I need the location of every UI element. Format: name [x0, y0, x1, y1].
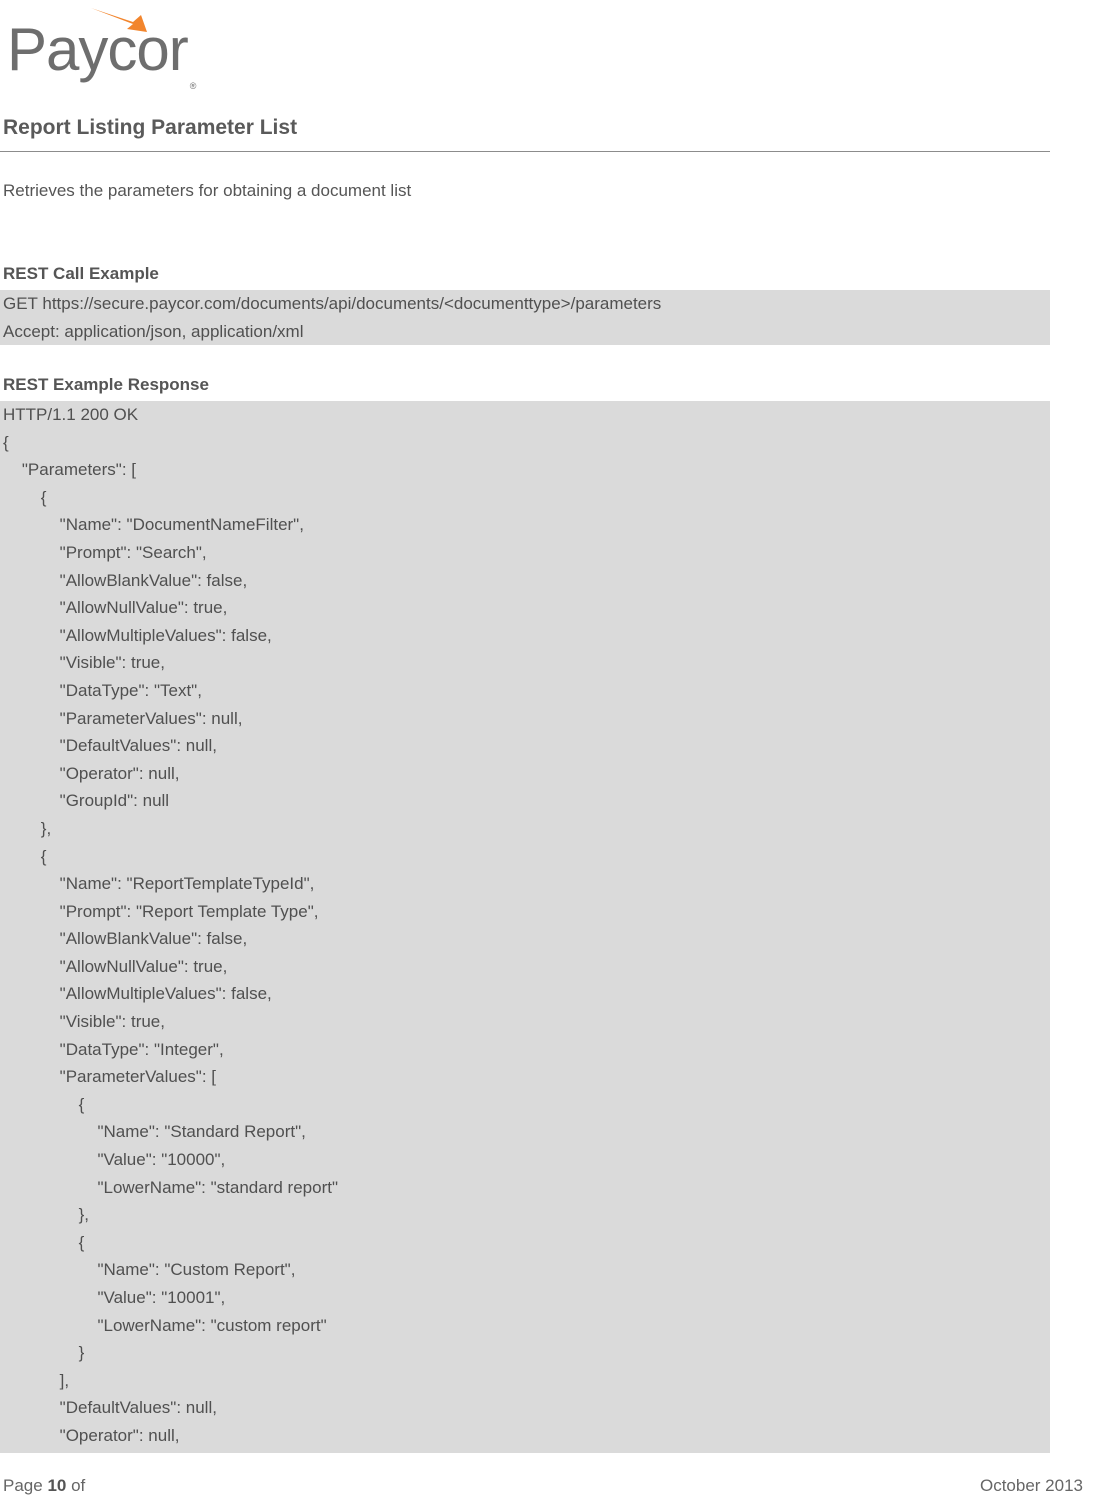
code-line: "ParameterValues": [: [3, 1067, 216, 1087]
code-line: "Name": "ReportTemplateTypeId",: [3, 874, 315, 894]
rest-call-heading: REST Call Example: [3, 264, 159, 283]
code-line: {: [3, 487, 47, 507]
rest-response-code-block: [0, 401, 1050, 1453]
code-line: "AllowBlankValue": false,: [3, 929, 248, 949]
code-line: {: [3, 1094, 85, 1114]
code-line: {: [3, 432, 9, 452]
code-line: "AllowBlankValue": false,: [3, 570, 248, 590]
code-line: {: [3, 1232, 85, 1252]
rest-response-heading: REST Example Response: [3, 375, 209, 394]
paycor-logo: [7, 6, 222, 91]
rest-call-code-block: [0, 290, 1050, 345]
code-line: "AllowMultipleValues": false,: [3, 984, 272, 1004]
code-line: "Prompt": "Search",: [3, 542, 207, 562]
code-line: "Name": "DocumentNameFilter",: [3, 515, 304, 535]
code-line: "ParameterValues": null,: [3, 708, 243, 728]
code-line: "AllowMultipleValues": false,: [3, 625, 272, 645]
code-line: },: [3, 818, 52, 838]
code-line: HTTP/1.1 200 OK: [3, 405, 139, 424]
code-line: GET https://secure.paycor.com/documents/api/documents/<documenttype>/parameters: [3, 294, 662, 313]
code-line: "Name": "Custom Report",: [3, 1260, 296, 1280]
code-line: ],: [3, 1370, 70, 1390]
page-number: Page 10 of: [3, 1476, 86, 1495]
code-line: "DefaultValues": null,: [3, 1398, 217, 1418]
code-line: "Operator": null,: [3, 763, 180, 783]
title-divider: [0, 151, 1050, 152]
page-description: Retrieves the parameters for obtaining a document list: [3, 181, 412, 200]
code-line: Accept: application/json, application/xml: [3, 321, 304, 341]
code-line: "Visible": true,: [3, 1012, 165, 1032]
code-line: "Value": "10000",: [3, 1150, 226, 1170]
logo-text: Paycor®: [7, 16, 196, 91]
code-line: "DefaultValues": null,: [3, 736, 217, 756]
code-line: "Value": "10001",: [3, 1288, 226, 1307]
code-line: "AllowNullValue": true,: [3, 598, 228, 618]
code-line: "Visible": true,: [3, 653, 165, 673]
code-line: "GroupId": null: [3, 791, 170, 811]
code-line: "Parameters": [: [3, 460, 136, 480]
code-line: "LowerName": "custom report": [3, 1315, 327, 1335]
code-line: "DataType": "Integer",: [3, 1039, 224, 1059]
code-line: "Name": "Standard Report",: [3, 1122, 306, 1142]
code-line: },: [3, 1205, 89, 1225]
code-line: "DataType": "Text",: [3, 680, 202, 700]
page-title: Report Listing Parameter List: [3, 116, 298, 139]
code-line: "LowerName": "standard report": [3, 1177, 338, 1197]
code-line: }: [3, 1343, 85, 1363]
code-line: "Operator": null,: [3, 1425, 180, 1445]
code-line: "Prompt": "Report Template Type",: [3, 901, 319, 921]
code-line: {: [3, 846, 47, 866]
document-date: October 2013: [979, 1476, 1083, 1495]
code-line: "AllowNullValue": true,: [3, 956, 228, 976]
